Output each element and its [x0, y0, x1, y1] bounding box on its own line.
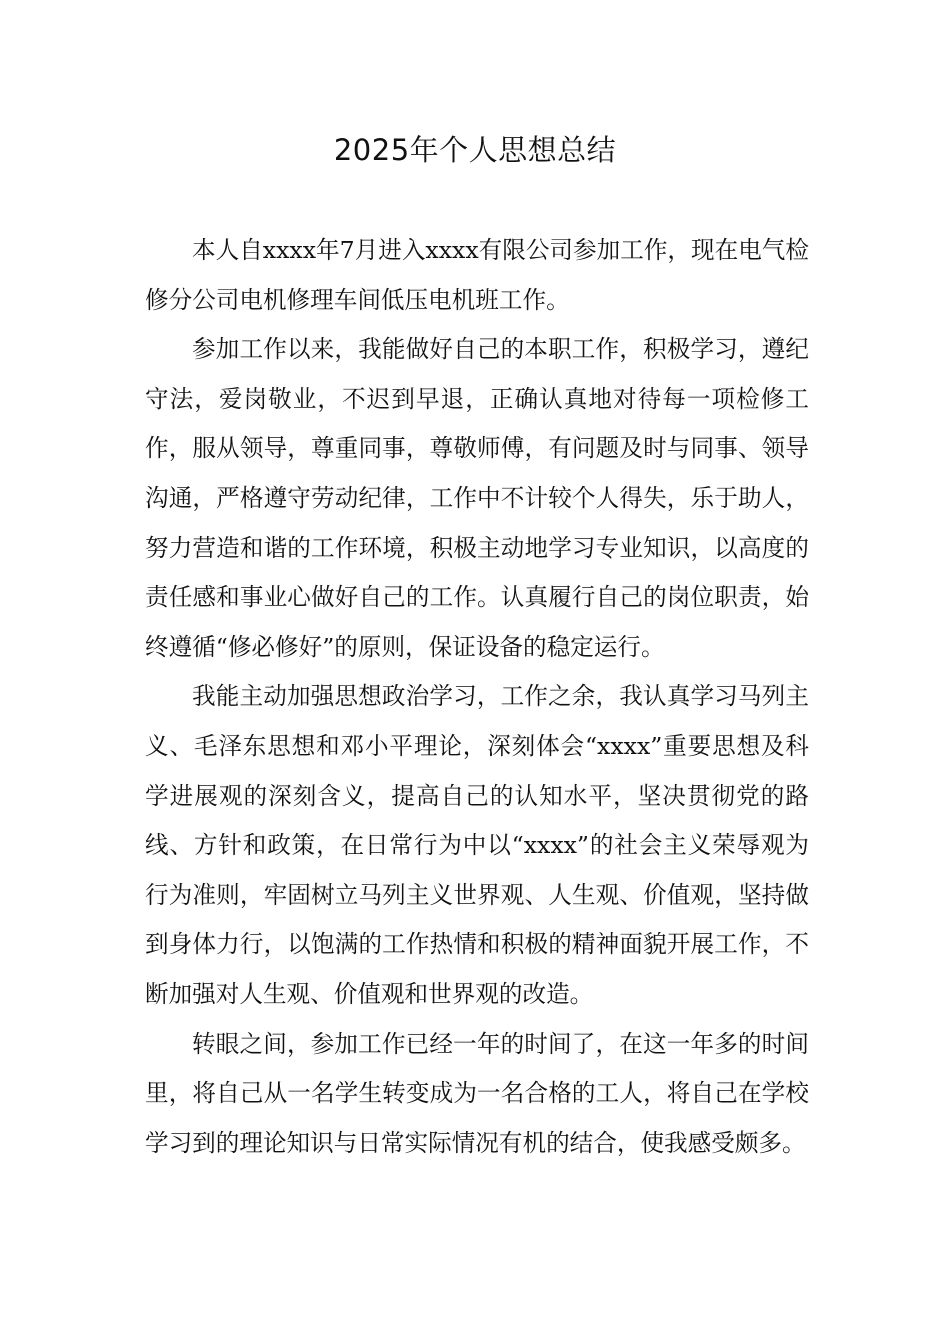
paragraph-political-study: 我能主动加强思想政治学习，工作之余，我认真学习马列主义、毛泽东思想和邓小平理论，深刻体会“xxxx”重要思想及科学进展观的深刻含义，提高自己的认知水平，坚决贯彻党的路线、方针和政策，在日常行为中以“xxxx”的社会主义荣辱观为行为准则，牢固树立马列主义世界观、人生观、价值观，坚持做到身体力行，以饱满的工作热情和积极的精神面貌开展工作，不断加强对人生观、价值观和世界观的改造。 — [145, 682, 809, 1008]
paragraph-employment: 本人自xxxx年7月进入xxxx有限公司参加工作，现在电气检修分公司电机修理车间低压电机班工作。 — [145, 236, 809, 314]
document-body — [145, 226, 809, 1168]
document-title: 2025年个人思想总结 — [333, 133, 617, 167]
paragraph-work-attitude: 参加工作以来，我能做好自己的本职工作，积极学习，遵纪守法，爱岗敬业，不迟到早退，正确认真地对待每一项检修工作，服从领导，尊重同事，尊敬师傅，有问题及时与同事、领导沟通，严格遵守劳动纪律，工作中不计较个人得失，乐于助人，努力营造和谐的工作环境，积极主动地学习专业知识，以高度的责任感和事业心做好自己的工作。认真履行自己的岗位职责，始终遵循“修必修好”的原则，保证设备的稳定运行。 — [145, 335, 809, 661]
paragraph-reflection: 转眼之间，参加工作已经一年的时间了，在这一年多的时间里，将自己从一名学生转变成为一名合格的工人，将自己在学校学习到的理论知识与日常实际情况有机的结合，使我感受颇多。 — [145, 1029, 809, 1157]
